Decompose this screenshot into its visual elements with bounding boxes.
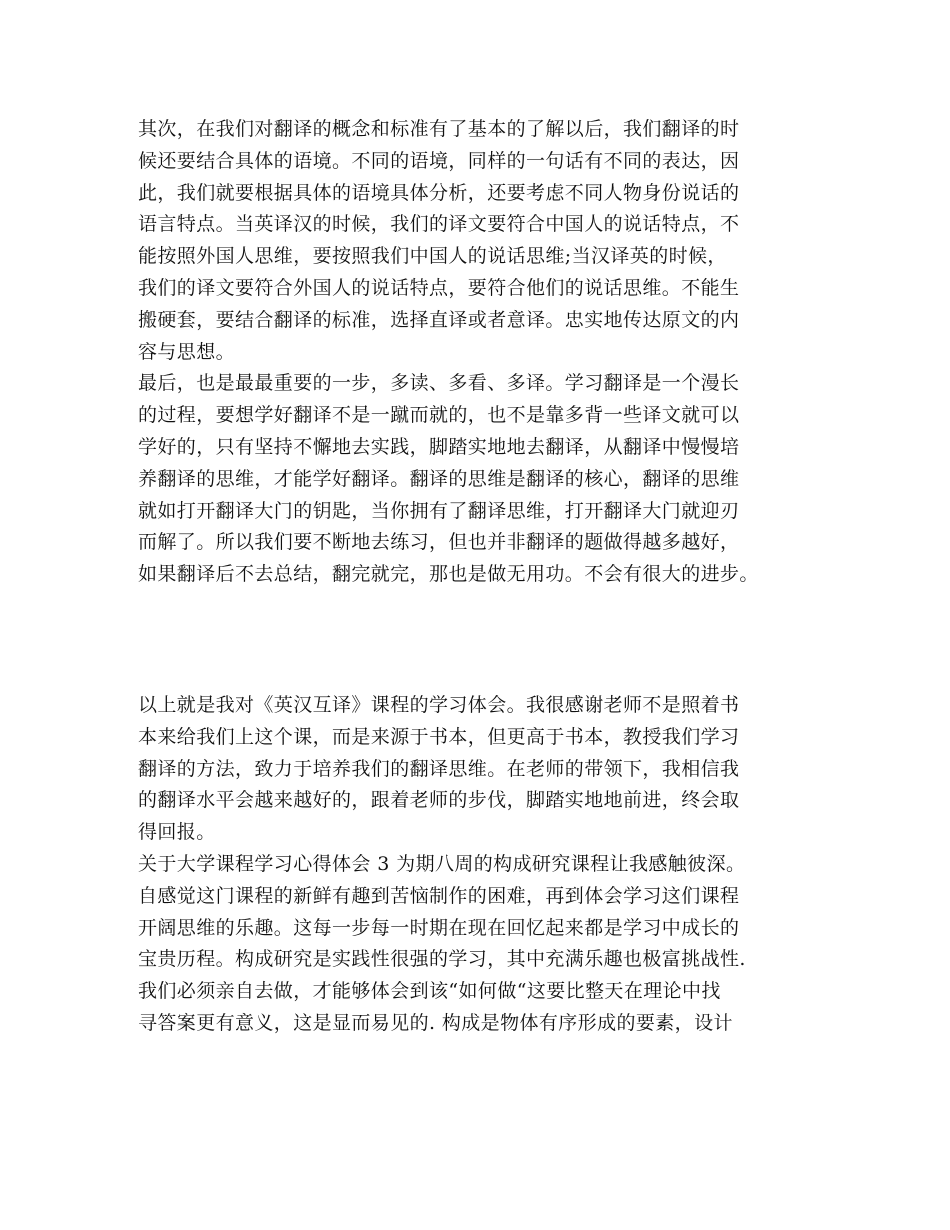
text-line: 的翻译水平会越来越好的，跟着老师的步伐，脚踏实地地前进，终会取 [138,789,740,812]
text-line: 而解了。所以我们要不断地去练习，但也并非翻译的题做得越多越好， [138,531,740,554]
text-block-course-reflection [138,690,838,1040]
text-line: 寻答案更有意义，这是显而易见的. 构成是物体有序形成的要素，设计 [138,1011,733,1034]
text-line: 得回报。 [138,821,216,844]
text-line: 学好的，只有坚持不懈地去实践，脚踏实地地去翻译，从翻译中慢慢培 [138,435,740,458]
text-line: 能按照外国人思维，要按照我们中国人的说话思维;当汉译英的时候， [138,245,727,268]
text-line: 翻译的方法，致力于培养我们的翻译思维。在老师的带领下，我相信我 [138,757,740,780]
text-line: 容与思想。 [138,340,236,363]
text-line: 关于大学课程学习心得体会 3 为期八周的构成研究课程让我感触彼深。 [138,852,746,875]
text-line: 以上就是我对《英汉互译》课程的学习体会。我很感谢老师不是照着书 [138,694,740,716]
text-line: 我们的译文要符合外国人的说话特点，要符合他们的说话思维。不能生 [138,276,740,299]
text-line: 宝贵历程。构成研究是实践性很强的学习，其中充满乐趣也极富挑战性. [138,948,746,971]
text-line: 自感觉这门课程的新鲜有趣到苦恼制作的困难，再到体会学习这们课程 [138,884,740,907]
text-line: 开阔思维的乐趣。这每一步每一时期在现在回忆起来都是学习中成长的 [138,916,740,939]
text-line: 的过程，要想学好翻译不是一蹴而就的，也不是靠多背一些译文就可以 [138,404,740,427]
text-line: 我们必须亲自去做，才能够体会到该“如何做“这要比整天在理论中找 [138,980,721,1003]
text-line: 此，我们就要根据具体的语境具体分析，还要考虑不同人物身份说话的 [138,181,740,204]
text-line: 养翻译的思维，才能学好翻译。翻译的思维是翻译的核心，翻译的思维 [138,467,740,490]
text-line: 搬硬套，要结合翻译的标准，选择直译或者意译。忠实地传达原文的内 [138,308,740,331]
text-line: 就如打开翻译大门的钥匙，当你拥有了翻译思维，打开翻译大门就迎刃 [138,499,740,522]
text-line: 最后，也是最最重要的一步，多读、多看、多译。学习翻译是一个漫长 [138,372,740,395]
text-line: 其次，在我们对翻译的概念和标准有了基本的了解以后，我们翻译的时 [138,118,740,140]
text-line: 本来给我们上这个课，而是来源于书本，但更高于书本，教授我们学习 [138,725,740,748]
text-line: 候还要结合具体的语境。不同的语境，同样的一句话有不同的表达，因 [138,149,740,172]
text-line: 语言特点。当英译汉的时候，我们的译文要符合中国人的说话特点，不 [138,213,740,236]
text-line: 如果翻译后不去总结，翻完就完，那也是做无用功。不会有很大的进步。 [138,563,759,586]
text-block-translation-method [138,114,838,591]
